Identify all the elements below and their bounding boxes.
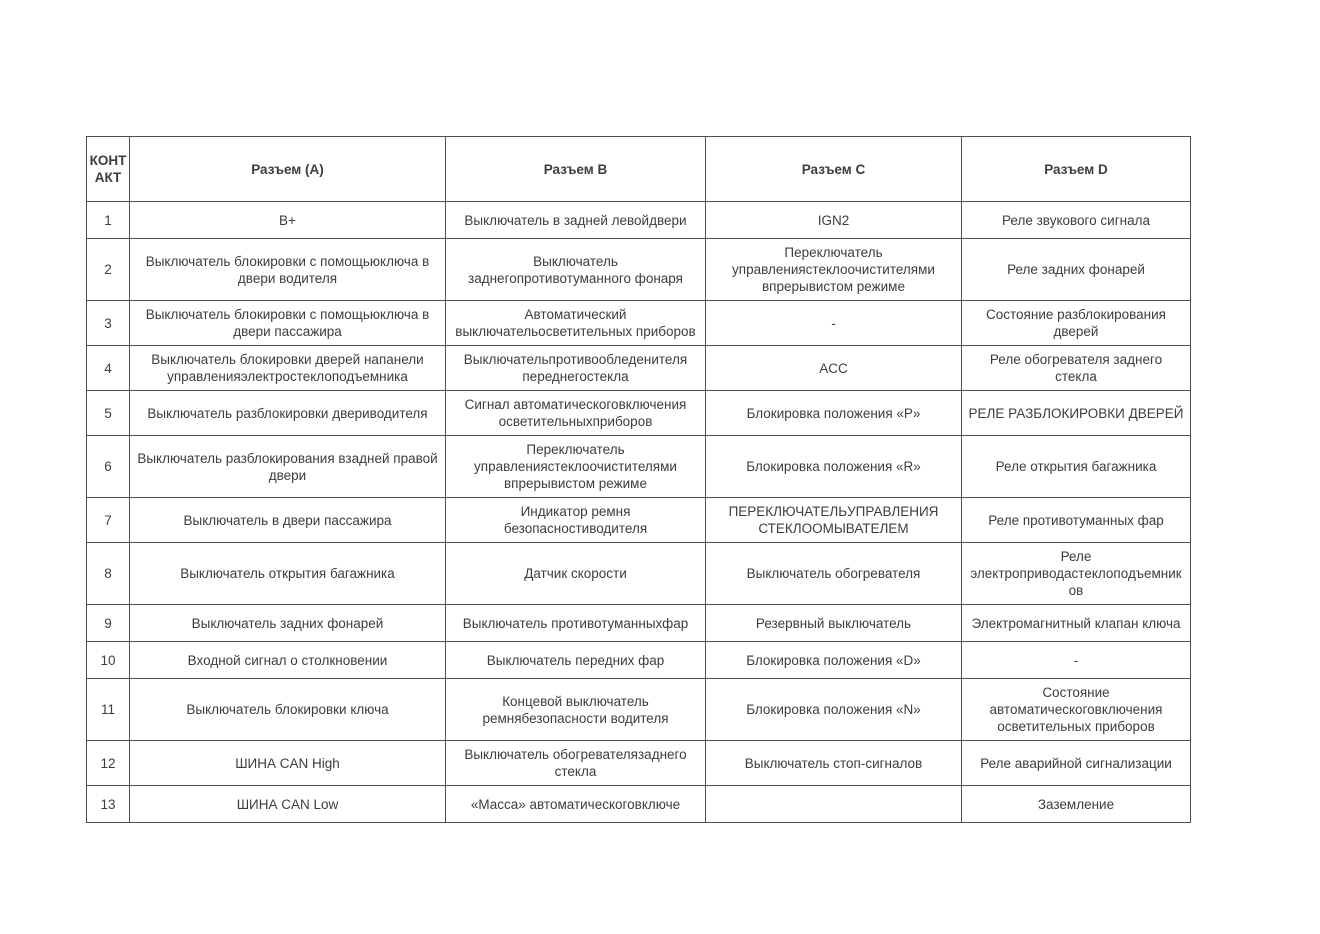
- connector-d-cell: Реле открытия багажника: [962, 436, 1191, 498]
- table-row: [87, 436, 1191, 498]
- column-header-connector-a: Разъем (A): [130, 137, 446, 202]
- pin-cell: 9: [87, 605, 130, 642]
- connector-d-cell: Состояние автоматическоговключения осветительных приборов: [962, 679, 1191, 741]
- pin-cell: 2: [87, 239, 130, 301]
- connector-b-cell: Выключатель обогревателязаднего стекла: [446, 741, 706, 786]
- table-row: [87, 239, 1191, 301]
- connector-c-cell: [706, 786, 962, 823]
- connector-d-cell: Реле аварийной сигнализации: [962, 741, 1191, 786]
- connector-b-cell: «Масса» автоматическоговключе: [446, 786, 706, 823]
- connector-d-cell: -: [962, 642, 1191, 679]
- connector-a-cell: Выключатель блокировки ключа: [130, 679, 446, 741]
- connector-d-cell: Реле задних фонарей: [962, 239, 1191, 301]
- connector-c-cell: Блокировка положения «R»: [706, 436, 962, 498]
- connector-a-cell: Выключатель блокировки с помощьюключа в двери водителя: [130, 239, 446, 301]
- connector-b-cell: Сигнал автоматическоговключения осветительныхприборов: [446, 391, 706, 436]
- connector-c-cell: -: [706, 301, 962, 346]
- pin-cell: 4: [87, 346, 130, 391]
- pin-cell: 7: [87, 498, 130, 543]
- connector-d-cell: Реле электроприводастеклоподъемников: [962, 543, 1191, 605]
- connector-a-cell: Выключатель блокировки с помощьюключа в двери пассажира: [130, 301, 446, 346]
- connector-a-cell: Выключатель разблокировки двериводителя: [130, 391, 446, 436]
- pin-cell: 11: [87, 679, 130, 741]
- connector-c-cell: Выключатель стоп-сигналов: [706, 741, 962, 786]
- connector-d-cell: Реле обогревателя заднего стекла: [962, 346, 1191, 391]
- pin-cell: 10: [87, 642, 130, 679]
- connector-c-cell: IGN2: [706, 202, 962, 239]
- connector-pinout-table: [86, 136, 1191, 823]
- connector-b-cell: Автоматический выключательосветительных приборов: [446, 301, 706, 346]
- pin-cell: 3: [87, 301, 130, 346]
- column-header-pin: КОНТАКТ: [87, 137, 130, 202]
- pin-cell: 6: [87, 436, 130, 498]
- connector-a-cell: Входной сигнал о столкновении: [130, 642, 446, 679]
- connector-a-cell: Выключатель открытия багажника: [130, 543, 446, 605]
- connector-c-cell: Блокировка положения «N»: [706, 679, 962, 741]
- table-row: [87, 202, 1191, 239]
- table-row: [87, 642, 1191, 679]
- table-row: [87, 301, 1191, 346]
- connector-c-cell: ACC: [706, 346, 962, 391]
- connector-b-cell: Переключатель управлениястеклоочистителями впрерывистом режиме: [446, 436, 706, 498]
- connector-b-cell: Датчик скорости: [446, 543, 706, 605]
- table-row: [87, 741, 1191, 786]
- connector-c-cell: Блокировка положения «D»: [706, 642, 962, 679]
- table-row: [87, 391, 1191, 436]
- connector-b-cell: Выключательпротивообледенителя переднегостекла: [446, 346, 706, 391]
- column-header-connector-d: Разъем D: [962, 137, 1191, 202]
- pin-cell: 1: [87, 202, 130, 239]
- connector-a-cell: Выключатель разблокирования взадней правой двери: [130, 436, 446, 498]
- connector-d-cell: Реле противотуманных фар: [962, 498, 1191, 543]
- connector-a-cell: Выключатель блокировки дверей напанели управленияэлектростеклоподъемника: [130, 346, 446, 391]
- connector-c-cell: Блокировка положения «P»: [706, 391, 962, 436]
- connector-c-cell: Переключатель управлениястеклоочистителями впрерывистом режиме: [706, 239, 962, 301]
- header-row: [87, 137, 1191, 202]
- column-header-connector-c: Разъем C: [706, 137, 962, 202]
- connector-d-cell: РЕЛЕ РАЗБЛОКИРОВКИ ДВЕРЕЙ: [962, 391, 1191, 436]
- connector-b-cell: Выключатель в задней левойдвери: [446, 202, 706, 239]
- pin-cell: 5: [87, 391, 130, 436]
- pin-cell: 13: [87, 786, 130, 823]
- connector-b-cell: Выключатель заднегопротивотуманного фонаря: [446, 239, 706, 301]
- table-row: [87, 679, 1191, 741]
- connector-d-cell: Заземление: [962, 786, 1191, 823]
- connector-b-cell: Индикатор ремня безопасностиводителя: [446, 498, 706, 543]
- table-row: [87, 498, 1191, 543]
- pin-cell: 12: [87, 741, 130, 786]
- connector-d-cell: Состояние разблокирования дверей: [962, 301, 1191, 346]
- pin-cell: 8: [87, 543, 130, 605]
- connector-a-cell: ШИНА CAN High: [130, 741, 446, 786]
- table-row: [87, 605, 1191, 642]
- connector-d-cell: Электромагнитный клапан ключа: [962, 605, 1191, 642]
- connector-a-cell: ШИНА CAN Low: [130, 786, 446, 823]
- table-row: [87, 786, 1191, 823]
- column-header-connector-b: Разъем B: [446, 137, 706, 202]
- table-row: [87, 346, 1191, 391]
- connector-b-cell: Выключатель противотуманныхфар: [446, 605, 706, 642]
- connector-d-cell: Реле звукового сигнала: [962, 202, 1191, 239]
- connector-c-cell: Выключатель обогревателя: [706, 543, 962, 605]
- connector-c-cell: Резервный выключатель: [706, 605, 962, 642]
- connector-b-cell: Концевой выключатель ремнябезопасности водителя: [446, 679, 706, 741]
- connector-a-cell: B+: [130, 202, 446, 239]
- connector-a-cell: Выключатель задних фонарей: [130, 605, 446, 642]
- connector-c-cell: ПЕРЕКЛЮЧАТЕЛЬУПРАВЛЕНИЯ СТЕКЛООМЫВАТЕЛЕМ: [706, 498, 962, 543]
- connector-a-cell: Выключатель в двери пассажира: [130, 498, 446, 543]
- connector-b-cell: Выключатель передних фар: [446, 642, 706, 679]
- table-row: [87, 543, 1191, 605]
